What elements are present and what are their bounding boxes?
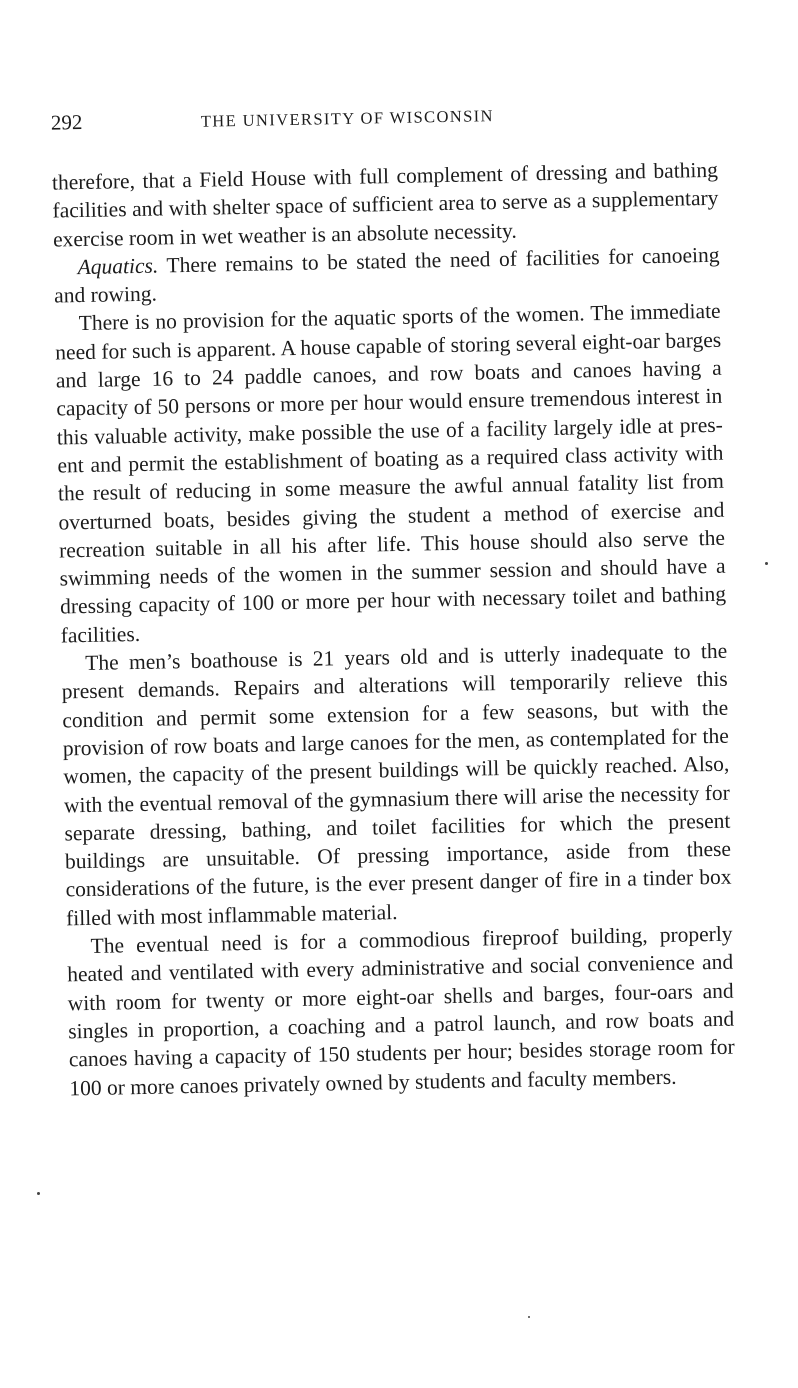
ink-speck bbox=[528, 1316, 530, 1318]
section-lead: Aquatics. bbox=[77, 253, 159, 279]
paragraph-text: There is no provision for the aquatic sports of the women. The immediate need for such is apparent. A house capable of storing several eight-oar barges and large 16 to 24 paddle canoes, and row boats and canoes having a capacity of 50 persons or more per hour would ensure tremendous interest in this valuable activity, make possible the use of a facility largely idle at present and permit the establishment of boating as a required class activity with the result of reducing in some measure the awful annual fatality list from overturned boats, besides giving the student a method of exercise and recreation suitable in all his after life. This house should also serve the swimming needs of the women in the summer session and should have a dressing capacity of 100 or more per hour with necessary toilet and bathing facilities. bbox=[55, 299, 727, 648]
paragraph-text: The men’s boathouse is 21 years old and is utterly inadequate to the present demands. Repairs and alterations will temporarily relieve this condition and permit some extension for a few seasons, but with the provision of row boats and large canoes for the men, as contemplated for the women, the capacity of the present buildings will be quickly reached. Also, with the eventual removal of the gymnasium there will arise the necessity for separate dressing, bathing, and toilet facilities for which the present buildings are unsuitable. Of pressing importance, aside from these considerations of the future, is the ever present danger of fire in a tinder box filled with most inflammable material. bbox=[61, 638, 732, 931]
page-number: 292 bbox=[50, 109, 83, 135]
paragraph bbox=[61, 637, 732, 933]
paragraph bbox=[52, 156, 720, 254]
paragraph-text: The eventual need is for a commodious fireproof building, properly heated and ventilated with every administrative and social convenience and with room for twenty or more eight-oar shells and barges, four-oars and singles in proportion, a coaching and a patrol launch, and row boats and canoes having a capacity of 150 students per hour; besides storage room for 100 or more canoes privately owned by students and faculty members. bbox=[66, 921, 735, 1100]
running-head: THE UNIVERSITY OF WISCONSIN bbox=[200, 106, 495, 131]
page-header bbox=[51, 98, 718, 145]
paragraph-text: There remains to be stated the need of facilities for canoeing and rowing. bbox=[53, 242, 720, 308]
paragraph bbox=[66, 920, 735, 1103]
paragraph bbox=[54, 297, 726, 649]
ink-speck bbox=[37, 1192, 40, 1195]
body-text bbox=[52, 156, 736, 1102]
ink-speck bbox=[765, 562, 768, 565]
paragraph-text: therefore, that a Field House with full complement of dressing and bathing facilities and with shelter space of sufficient area to serve as a supplementary exercise room in wet weather is an absolute necessity. bbox=[51, 157, 719, 252]
